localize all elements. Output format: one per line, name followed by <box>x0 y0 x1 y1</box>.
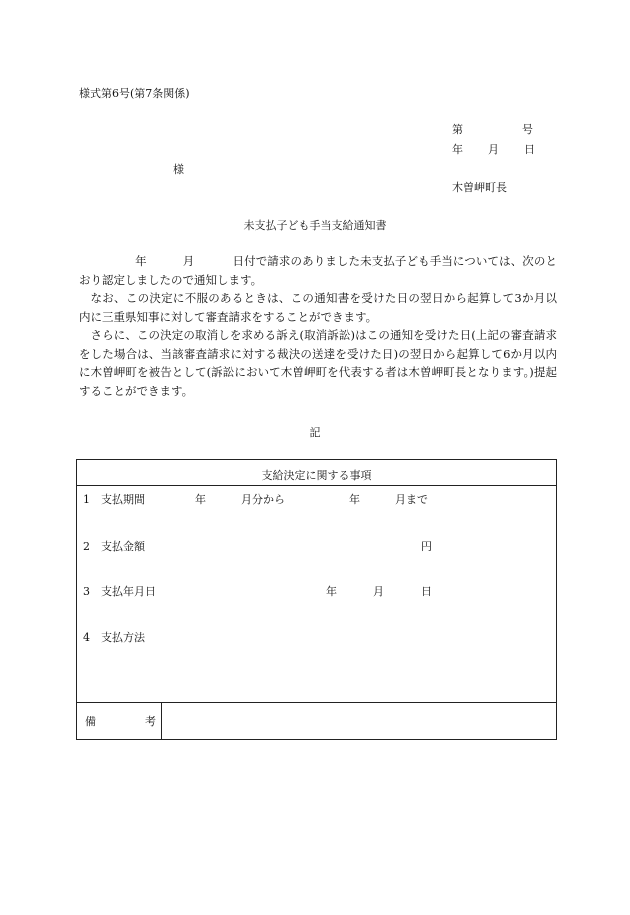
issue-date-line <box>452 143 535 156</box>
paragraph-3: さらに、この決定の取消しを求める訴え(取消訴訟)はこの通知を受けた日(上記の審査請求をした場合は、当該審査請求に対する裁決の送達を受けた日)の翌日から起算して6か月以内に木曽岬町を被告として(訴訟において木曽岬町を代表する者は木曽岬町長となります。)提起することができます。 <box>79 328 557 398</box>
remarks-label-1: 備 <box>85 715 96 728</box>
p1-month: 月 <box>182 254 195 268</box>
form-number-label: 様式第6号(第7条関係) <box>79 87 190 100</box>
notice-body <box>79 252 557 400</box>
table-header <box>77 460 556 486</box>
recipient-honorific: 様 <box>173 163 184 176</box>
issue-date-month: 月 <box>488 143 499 156</box>
row-payment-date-year: 年 <box>326 585 337 598</box>
paragraph-1 <box>79 252 557 289</box>
row-payment-date-month: 月 <box>373 585 384 598</box>
paragraph-2: なお、この決定に不服のあるときは、この通知書を受けた日の翌日から起算して3か月以内に三重県知事に対して審査請求をすることができます。 <box>79 291 557 324</box>
remarks-divider <box>161 703 162 739</box>
row-payment-amount-label: 2 支払金額 <box>83 540 145 553</box>
row-payment-period-year-2: 年 <box>349 493 360 506</box>
row-payment-method-label: 4 支払方法 <box>83 631 145 644</box>
remarks-row <box>77 702 556 739</box>
row-payment-period-label: 1 支払期間 <box>83 493 145 506</box>
remarks-label-2: 考 <box>145 715 156 728</box>
row-payment-period-year-1: 年 <box>195 493 206 506</box>
ki-heading: 記 <box>309 426 321 439</box>
row-payment-period-from: 月分から <box>241 493 285 506</box>
document-title: 未支払子ども手当支給通知書 <box>243 219 387 232</box>
number-suffix: 号 <box>522 123 533 136</box>
row-payment-period-to: 月まで <box>395 493 428 506</box>
number-prefix: 第 <box>452 123 463 136</box>
row-payment-amount-yen: 円 <box>421 540 432 553</box>
row-payment-date-day: 日 <box>421 585 432 598</box>
issue-date-day: 日 <box>524 143 535 156</box>
document-number-line <box>452 123 533 136</box>
issuer-name: 木曽岬町長 <box>452 181 507 194</box>
table-header-label: 支給決定に関する事項 <box>261 469 372 482</box>
row-payment-date-label: 3 支払年月日 <box>83 585 156 598</box>
issue-date-year: 年 <box>452 143 463 156</box>
p1-text: 日付で請求のありました未支払子ども手当については、次のとおり認定しましたので通知します。 <box>79 254 557 287</box>
payment-decision-table <box>76 459 557 740</box>
p1-year: 年 <box>135 254 147 268</box>
